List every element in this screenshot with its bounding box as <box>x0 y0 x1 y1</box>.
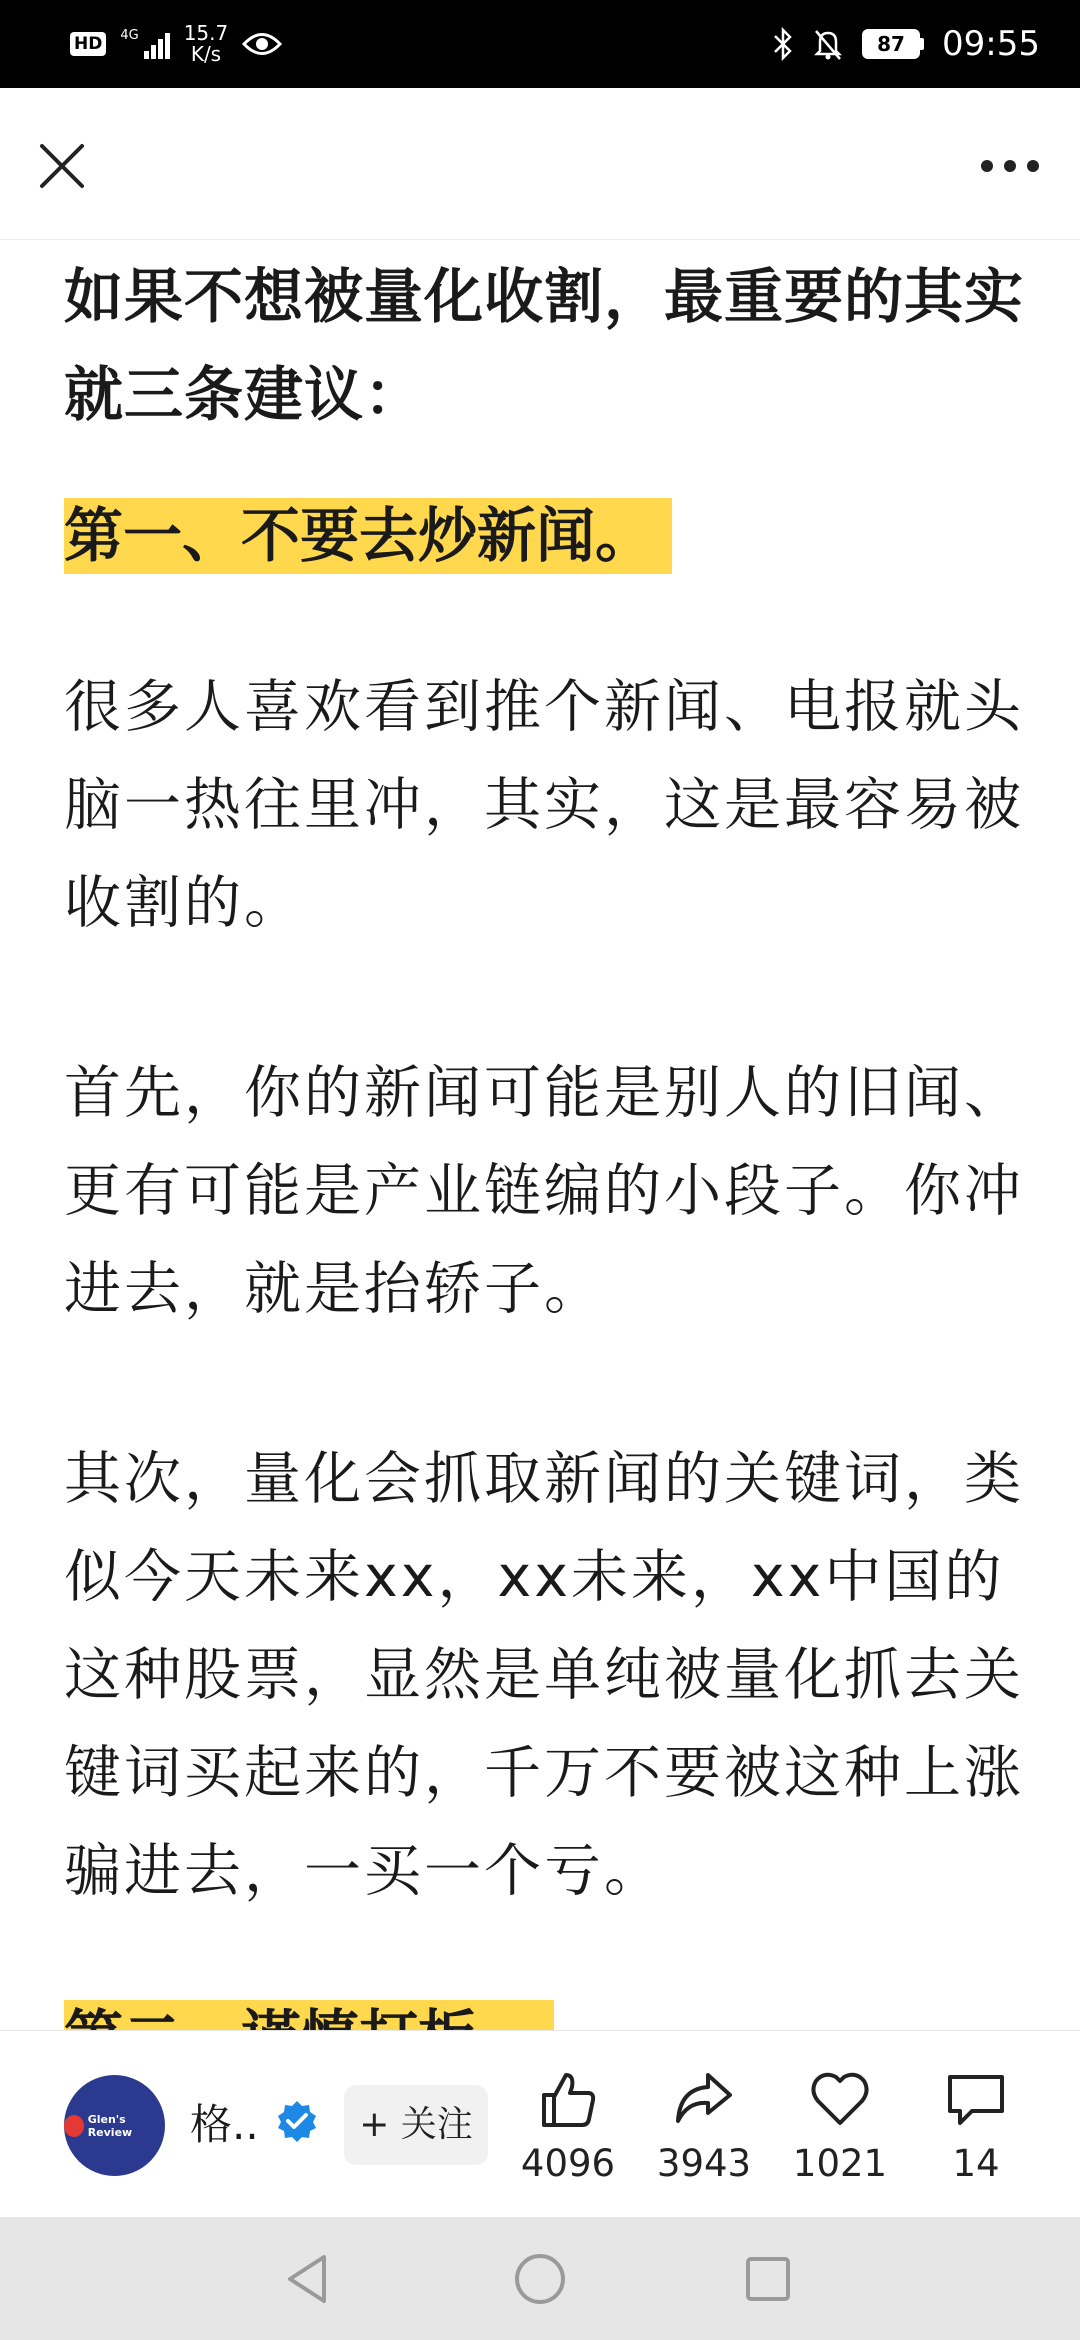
verified-badge-icon <box>275 2099 319 2143</box>
avatar-logo-text: Glen's Review <box>87 2112 133 2139</box>
author-avatar[interactable] <box>64 2075 165 2176</box>
action-bar <box>0 2030 1080 2217</box>
bell-muted-icon <box>812 27 844 61</box>
network-speed <box>184 23 229 65</box>
favorite-button[interactable] <box>780 2067 900 2189</box>
clock: 09:55 <box>942 24 1040 64</box>
author-name[interactable]: 格.. <box>190 2100 259 2149</box>
recents-square-icon <box>744 2255 792 2303</box>
eye-icon <box>242 31 282 57</box>
share-button[interactable] <box>644 2067 764 2189</box>
bluetooth-icon <box>772 27 794 61</box>
favorite-count: 1021 <box>792 2142 888 2185</box>
like-count: 4096 <box>520 2142 616 2185</box>
comment-count: 14 <box>952 2142 1000 2185</box>
hd-indicator: HD <box>70 32 106 56</box>
close-button[interactable] <box>30 134 94 198</box>
more-icon <box>980 159 1040 173</box>
system-nav-bar <box>0 2217 1080 2340</box>
thumbs-up-icon <box>536 2067 600 2131</box>
network-type: 4G <box>120 28 139 43</box>
nav-recents-button[interactable] <box>736 2247 800 2311</box>
nav-home-button[interactable] <box>508 2247 572 2311</box>
share-count: 3943 <box>656 2142 752 2185</box>
follow-button[interactable]: + 关注 <box>344 2085 488 2165</box>
network-speed-value: 15.7 <box>183 21 229 45</box>
paragraph: 很多人喜欢看到推个新闻、电报就头脑一热往里冲，其实，这是最容易被收割的。 <box>64 674 1024 936</box>
article-body <box>64 240 1024 2030</box>
home-circle-icon <box>513 2252 567 2306</box>
top-nav <box>0 88 1080 240</box>
share-icon <box>672 2067 736 2131</box>
comment-button[interactable] <box>916 2067 1036 2189</box>
like-button[interactable] <box>508 2067 628 2189</box>
article-heading: 如果不想被量化收割，最重要的其实就三条建议： <box>64 262 1025 429</box>
close-icon <box>38 142 86 190</box>
comment-icon <box>944 2067 1008 2131</box>
section-title-1: 第一、不要去炒新闻。 <box>64 498 672 574</box>
more-button[interactable] <box>970 134 1050 198</box>
paragraph: 其次，量化会抓取新闻的关键词，类似今天未来xx，xx未来，xx中国的这种股票，显然是单纯被量化抓去关键词买起来的，千万不要被这种上涨骗进去，一买一个亏。 <box>64 1446 1024 1904</box>
status-bar <box>0 0 1080 88</box>
signal-icon <box>120 29 169 59</box>
heart-icon <box>808 2067 872 2131</box>
paragraph: 首先，你的新闻可能是别人的旧闻、更有可能是产业链编的小段子。你冲进去，就是抬轿子。 <box>64 1060 1024 1322</box>
battery-level: 87 <box>862 29 920 59</box>
network-speed-unit: K/s <box>190 42 222 66</box>
avatar-logo-dot <box>64 2115 84 2137</box>
battery-indicator <box>862 29 924 59</box>
nav-back-button[interactable] <box>276 2247 340 2311</box>
back-triangle-icon <box>284 2253 332 2305</box>
